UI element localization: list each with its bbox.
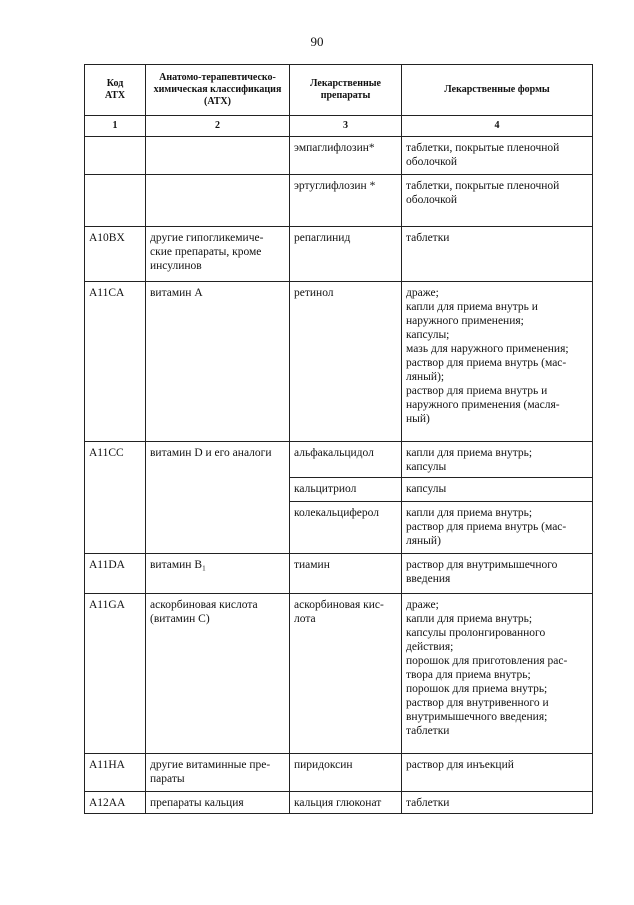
drug-cell: кальция глюконат <box>290 792 402 814</box>
class-cell: препараты кальция <box>146 792 290 814</box>
drug-cell: альфакальцидол <box>290 442 402 478</box>
code-cell: A11DA <box>85 554 146 594</box>
header-dosage-forms: Лекарственные формы <box>402 65 593 116</box>
column-number-row <box>85 116 593 137</box>
forms-cell: раствор для инъекций <box>402 754 593 792</box>
code-cell: A10BX <box>85 227 146 282</box>
column-number: 4 <box>402 116 593 137</box>
table-row <box>85 227 593 282</box>
drug-cell: тиамин <box>290 554 402 594</box>
code-cell: A11CA <box>85 282 146 442</box>
forms-cell: таблетки, покрытые пленочной оболочкой <box>402 137 593 175</box>
table-row <box>85 137 593 175</box>
code-cell: A11HA <box>85 754 146 792</box>
forms-cell: капсулы <box>402 478 593 502</box>
table-row <box>85 442 593 478</box>
forms-cell: таблетки <box>402 792 593 814</box>
drug-cell: эмпаглифлозин* <box>290 137 402 175</box>
drug-cell: колекальциферол <box>290 502 402 554</box>
code-cell <box>85 137 146 175</box>
table-row <box>85 554 593 594</box>
column-number: 1 <box>85 116 146 137</box>
forms-cell: драже; капли для приема внутрь; капсулы пролонгированного действия; порошок для приготовления рас- твора для приема внутрь; порошок для приема внутрь; раствор для внутривенного и внутримышечного введения; таблетки <box>402 594 593 754</box>
code-cell: A12AA <box>85 792 146 814</box>
drug-cell: репаглинид <box>290 227 402 282</box>
class-cell: витамин D и его аналоги <box>146 442 290 554</box>
drug-cell: ретинол <box>290 282 402 442</box>
drug-cell: пиридоксин <box>290 754 402 792</box>
header-atx-classification: Анатомо-терапевтическо- химическая классификация (АТХ) <box>146 65 290 116</box>
class-cell: витамин А <box>146 282 290 442</box>
atx-drug-table <box>84 64 593 814</box>
page-number: 90 <box>310 34 324 49</box>
table-row <box>85 282 593 442</box>
code-cell <box>85 175 146 227</box>
class-cell: другие гипогликемиче- ские препараты, кроме инсулинов <box>146 227 290 282</box>
forms-cell: раствор для внутримышечного введения <box>402 554 593 594</box>
drug-cell: кальцитриол <box>290 478 402 502</box>
class-cell: другие витаминные пре- параты <box>146 754 290 792</box>
header-atx-code: Код АТХ <box>85 65 146 116</box>
class-cell <box>146 137 290 175</box>
table-row <box>85 594 593 754</box>
table-row <box>85 792 593 814</box>
code-cell: A11CC <box>85 442 146 554</box>
drug-cell: аскорбиновая кис- лота <box>290 594 402 754</box>
code-cell: A11GA <box>85 594 146 754</box>
header-drugs: Лекарственные препараты <box>290 65 402 116</box>
forms-cell: капли для приема внутрь; капсулы <box>402 442 593 478</box>
forms-cell: капли для приема внутрь; раствор для приема внутрь (мас- ляный) <box>402 502 593 554</box>
table-row <box>85 754 593 792</box>
forms-cell: таблетки <box>402 227 593 282</box>
column-number: 3 <box>290 116 402 137</box>
class-cell <box>146 175 290 227</box>
drug-cell: эртуглифлозин * <box>290 175 402 227</box>
class-cell: витамин B₁ <box>146 554 290 594</box>
forms-cell: таблетки, покрытые пленочной оболочкой <box>402 175 593 227</box>
forms-cell: драже; капли для приема внутрь и наружного применения; капсулы; мазь для наружного применения; раствор для приема внутрь (мас- ляный); раствор для приема внутрь и наружного применения (масля- ный) <box>402 282 593 442</box>
table-row <box>85 175 593 227</box>
class-cell: аскорбиновая кислота (витамин С) <box>146 594 290 754</box>
column-number: 2 <box>146 116 290 137</box>
table-header-row <box>85 65 593 116</box>
